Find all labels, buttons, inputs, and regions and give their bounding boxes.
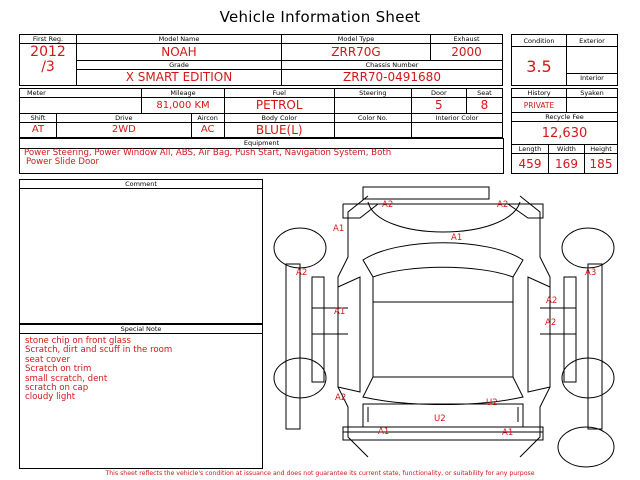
door-label: Door bbox=[411, 89, 466, 98]
seat-label: Seat bbox=[466, 89, 502, 98]
model-name-value: NOAH bbox=[77, 44, 282, 61]
width-label: Width bbox=[549, 145, 585, 154]
car-damage-diagram bbox=[268, 182, 620, 472]
model-type-label: Model Type bbox=[282, 35, 431, 44]
comment-label: Comment bbox=[20, 180, 262, 189]
registration-table bbox=[19, 34, 503, 86]
model-name-label: Model Name bbox=[77, 35, 282, 44]
syaken-value bbox=[567, 98, 618, 113]
history-label: History bbox=[512, 89, 567, 98]
special-note-item: small scratch, dent bbox=[25, 373, 108, 384]
damage-mark: A1 bbox=[378, 427, 390, 437]
exterior-label: Exterior bbox=[567, 35, 618, 47]
special-note-item: cloudy light bbox=[25, 392, 76, 403]
equipment-box bbox=[19, 138, 504, 174]
damage-mark: U2 bbox=[486, 398, 498, 408]
page-title: Vehicle Information Sheet bbox=[219, 8, 421, 26]
damage-mark: A1 bbox=[334, 307, 346, 317]
steering-value bbox=[334, 98, 411, 114]
dimensions-table bbox=[511, 144, 618, 174]
exterior-value bbox=[567, 47, 618, 73]
mileage-value: 81,000 KM bbox=[142, 98, 224, 114]
length-label: Length bbox=[512, 145, 549, 154]
special-note-item: stone chip on front glass bbox=[25, 336, 131, 346]
steering-label: Steering bbox=[334, 89, 411, 98]
damage-mark: A1 bbox=[333, 224, 345, 234]
drive-label: Drive bbox=[57, 113, 192, 122]
interior-color-value bbox=[411, 122, 502, 138]
aircon-value: AC bbox=[191, 122, 224, 138]
mileage-label: Mileage bbox=[142, 89, 224, 98]
special-note-list bbox=[20, 334, 262, 403]
special-note-item: scratch on cap bbox=[25, 383, 89, 394]
recycle-fee-label: Recycle Fee bbox=[512, 113, 618, 122]
interior-color-label: Interior Color bbox=[411, 113, 502, 122]
syaken-label: Syaken bbox=[567, 89, 618, 98]
shift-value: AT bbox=[20, 122, 57, 138]
length-value: 459 bbox=[512, 154, 549, 174]
exhaust-value: 2000 bbox=[431, 44, 503, 61]
shift-label: Shift bbox=[20, 113, 57, 122]
history-table bbox=[511, 88, 618, 144]
fuel-value: PETROL bbox=[224, 98, 334, 114]
first-reg-month: /3 bbox=[41, 59, 55, 75]
disclaimer-footer: This sheet reflects the vehicle's condition at issuance and does not guarantee its current state, functionality, or suitability for any purpose bbox=[105, 470, 535, 477]
condition-label: Condition bbox=[512, 35, 567, 47]
damage-mark: A2 bbox=[296, 268, 308, 278]
first-reg-cell bbox=[20, 44, 77, 86]
special-note-box bbox=[19, 324, 263, 469]
special-note-item: seat cover bbox=[25, 354, 71, 365]
drive-value: 2WD bbox=[57, 122, 192, 138]
exhaust-label: Exhaust bbox=[431, 35, 503, 44]
chassis-label: Chassis Number bbox=[282, 60, 503, 69]
grade-value: X SMART EDITION bbox=[77, 69, 282, 86]
equipment-line-1: Power Steering, Power Window All, ABS, Air Bag, Push Start, Navigation System, Both bbox=[24, 148, 392, 158]
damage-mark: A2 bbox=[497, 200, 509, 210]
damage-mark: A2 bbox=[335, 393, 347, 403]
first-reg-year: 2012 bbox=[30, 44, 66, 60]
seat-value: 8 bbox=[466, 98, 502, 114]
interior-label: Interior bbox=[567, 73, 618, 85]
meter-label: Meter bbox=[20, 89, 142, 98]
damage-mark: A2 bbox=[546, 296, 558, 306]
special-note-item: Scratch, dirt and scuff in the room bbox=[25, 345, 173, 356]
specs-table bbox=[19, 88, 503, 138]
grade-label: Grade bbox=[77, 60, 282, 69]
damage-mark: A2 bbox=[545, 318, 557, 328]
chassis-value: ZRR70-0491680 bbox=[282, 69, 503, 86]
width-value: 169 bbox=[549, 154, 585, 174]
model-type-value: ZRR70G bbox=[282, 44, 431, 61]
condition-table bbox=[511, 34, 618, 86]
first-reg-label: First Reg. bbox=[20, 35, 77, 44]
damage-mark: U2 bbox=[434, 414, 446, 424]
condition-score: 3.5 bbox=[512, 47, 567, 86]
height-label: Height bbox=[585, 145, 618, 154]
meter-value bbox=[20, 98, 142, 114]
fuel-label: Fuel bbox=[224, 89, 334, 98]
equipment-line-2: Power Slide Door bbox=[26, 157, 100, 167]
color-no-value bbox=[334, 122, 411, 138]
equipment-label: Equipment bbox=[20, 139, 503, 149]
special-note-label: Special Note bbox=[20, 325, 262, 334]
color-no-label: Color No. bbox=[334, 113, 411, 122]
history-value: PRIVATE bbox=[512, 98, 567, 113]
aircon-label: Aircon bbox=[191, 113, 224, 122]
damage-mark: A1 bbox=[451, 233, 463, 243]
height-value: 185 bbox=[585, 154, 618, 174]
door-value: 5 bbox=[411, 98, 466, 114]
body-color-value: BLUE(L) bbox=[224, 122, 334, 138]
recycle-fee-value: 12,630 bbox=[512, 122, 618, 145]
body-color-label: Body Color bbox=[224, 113, 334, 122]
damage-mark: A2 bbox=[382, 200, 394, 210]
damage-mark: A1 bbox=[502, 428, 514, 438]
damage-mark: A3 bbox=[585, 268, 597, 278]
comment-box bbox=[19, 179, 263, 324]
special-note-item: Scratch on trim bbox=[25, 364, 92, 375]
